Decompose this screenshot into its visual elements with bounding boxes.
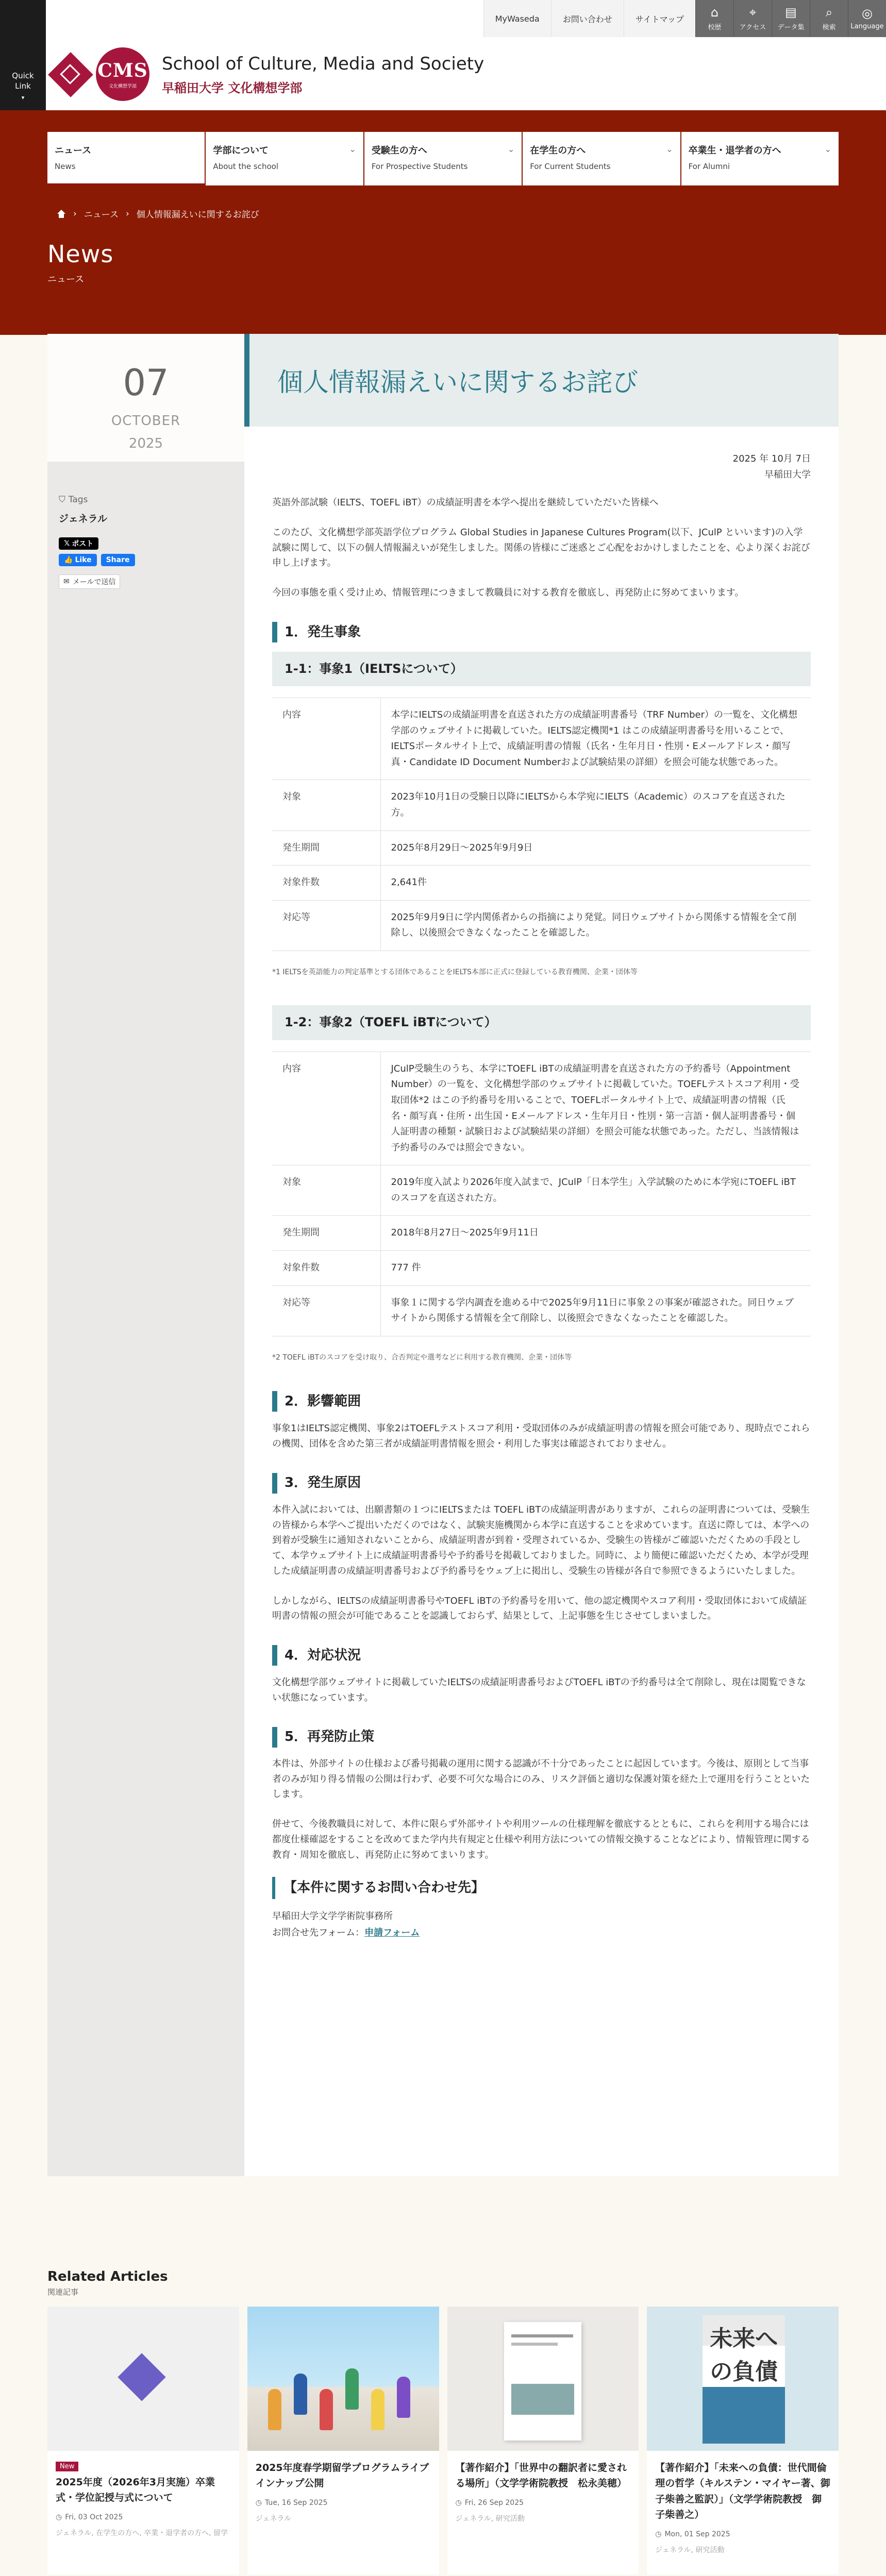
clock-icon: ◷ — [56, 2513, 62, 2521]
facebook-like-button[interactable]: 👍 Like — [59, 554, 97, 566]
data-button[interactable]: ▤ データ集 — [772, 0, 810, 37]
site-header — [0, 0, 886, 110]
campus-button[interactable]: ⌂ 校歴 — [695, 0, 733, 37]
table-row: 対象件数 2,641件 — [272, 866, 811, 901]
x-logo-icon: 𝕏 — [64, 539, 70, 548]
article-org: 早稲田大学 — [764, 469, 811, 480]
x-post-button[interactable]: 𝕏 ポスト — [59, 537, 98, 550]
access-icon: ⌖ — [749, 5, 757, 20]
new-badge: New — [56, 2462, 78, 2471]
table-row: 発生期間 2018年8月27日～2025年9月11日 — [272, 1216, 811, 1251]
footnote-2: *2 TOEFL iBTのスコアを受け取り、合否判定や選考などに利用する教育機関、企業・団体等 — [272, 1353, 572, 1362]
related-title: Related Articles — [47, 2269, 168, 2284]
nav-news[interactable]: ニュース News — [47, 132, 205, 185]
mywaseda-link[interactable]: MyWaseda — [483, 0, 551, 37]
nav-alumni[interactable]: 卒業生・退学者の方へ For Alumni ⌄ — [680, 132, 839, 185]
language-icon: ◎ — [862, 6, 873, 21]
related-card[interactable]: 未来への負債 【著作紹介】「未来への負債：世代間倫理の哲学（キルステン・マイヤー著、御子柴善之監訳）」（文学学術院教授 御子柴善之） ◷ Mon, 01 Sep 2025 ジェネラル, 研究活動 — [647, 2307, 839, 2574]
card-thumbnail — [447, 2307, 639, 2451]
home-icon[interactable] — [57, 210, 66, 218]
section-heading-2: 2．影響範囲 — [272, 1391, 811, 1413]
sitemap-link[interactable]: サイトマップ — [624, 0, 695, 37]
related-card[interactable]: 2025年度春学期留学プログラムライブインナップ公開 ◷ Tue, 16 Sep 2025 ジェネラル — [247, 2307, 439, 2574]
chevron-down-icon: ⌄ — [507, 144, 515, 154]
table-row: 対応等 事象１に関する学内調査を進める中で2025年9月11日に事象２の事案が確認された。同日ウェブサイトから関係する情報を全て削除し、以後照会できなくなったことを確認した。 — [272, 1285, 811, 1336]
chevron-down-icon: ⌄ — [824, 144, 832, 154]
tag-area: ⛉ Tags ジェネラル 𝕏 ポスト 👍 Like Share ✉ メールで送信 — [59, 495, 234, 589]
access-button[interactable]: ⌖ アクセス — [733, 0, 772, 37]
related-card[interactable]: New 2025年度（2026年3月実施）卒業式・学位記授与式について ◷ Fri, 03 Oct 2025 ジェネラル, 在学生の方へ, 卒業・退学者の方へ, 留学 — [47, 2307, 239, 2574]
search-button[interactable]: ⌕ 検索 — [810, 0, 848, 37]
clock-icon: ◷ — [655, 2530, 662, 2538]
subsection-heading-1-2: 1-2：事象2（TOEFL iBTについて） — [272, 1005, 811, 1040]
quick-link-button[interactable]: Quick Link ▾ — [0, 0, 46, 110]
mail-icon: ✉ — [63, 578, 70, 586]
table-row: 発生期間 2025年8月29日～2025年9月9日 — [272, 831, 811, 866]
article-panel — [47, 334, 839, 2176]
contact-info: 早稲田大学文学学術院事務所 お問合せ先フォーム：申請フォーム — [272, 1911, 420, 1939]
nav-current[interactable]: 在学生の方へ For Current Students ⌄ — [522, 132, 680, 185]
breadcrumb-news[interactable]: ニュース — [83, 210, 119, 220]
language-button[interactable]: ◎ Language — [848, 0, 886, 37]
table-row: 対応等 2025年9月9日に学内関係者からの指摘により発覚。同日ウェブサイトから関係する情報を全て削除し、以後照会できなくなったことを確認した。 — [272, 900, 811, 951]
breadcrumb-current: 個人情報漏えいに関するお詫び — [136, 210, 259, 220]
site-logo-link[interactable] — [47, 47, 484, 101]
contact-form-link[interactable]: 申請フォーム — [364, 1927, 420, 1939]
section-heading-3: 3．発生原因 — [272, 1472, 811, 1494]
incident-table-1 — [272, 698, 811, 951]
clock-icon: ◷ — [455, 2498, 462, 2507]
card-thumbnail — [47, 2307, 239, 2451]
article-body: 2025 年 10月 7日 早稲田大学 英語外部試験（IELTS、TOEFL iBT）の成績証明書を本学へ提出を継続していただいた皆様へ このたび、文化構想学部英語学位プログラム Global Studies in Japanese Cultures Program(以下、JCulP といいます)の入学試験に関して、以下の個人情報漏えいが発生しました。関係の皆様にご迷惑とご心配をおかけしましたことを、心より深くお詫び申し上げます。 今回の事態を重く受け止め、情報管理につきまして教職員に対する教育を徹底し、再発防止に努めてまいります。 1．発生事象 1-1：事象1（IELTSについて） 内容 本学にIELTSの成績証明書を直送された方の成績証明書番号（TRF Number）の一覧を、文化構想学部のウェブサイトに掲載していた。IELTS認定機関*1 はこの成績証明書番号を用いることで、IELTSポータルサイト上で、成績証明書の情報（氏名・生年月日・性別・Eメールアドレス・顔写真・Candidate ID Document Numberおよび試験結果の詳細）を照会可能な状態であった。 対象 2023年10月1日の受験日以降にIELTSから本学宛にIELTS（Academic）のスコアを直送された方。 発生期間 2025年8月29日～2025年9月9日 対象件数 2,641件 対応等 2025年9月9日に学内関係者からの指摘により発覚。同日ウェブサイトから関係する情報を全て削除し、以後照会できなくなったことを確認した。 *1 IELTSを英語能力の判定基準とする団体であることをIELTS本部に正式に登録している教育機関、企業・団体等 1-2：事象2（TOEFL iBTについて） 内容 JCulP受験生のうち、本学にTOEFL iBTの成績証明書を直送された方の予約番号（Appointment Number）の一覧を、文化構想学部のウェブサイトに掲載していた。TOEFLテストスコア利用・受取団体*2 はこの予約番号を用いることで、TOEFLポータルサイト上で、成績証明書の情報（氏名・顔写真・住所・出生国・Eメールアドレス・生年月日・性別・第一言語・個人証明書番号・個人証明書の種類・試験日および試験結果の詳細）を照会可能な状態であった。ただし、当該情報は予約番号のみでは照会できない。 対象 2019年度入試より2026年度入試まで、JCulP「日本学生」入学試験のために本学宛にTOEFL iBTのスコアを直送された方。 発生期間 2018年8月27日～2025年9月11日 対象件数 777 件 対応等 事象１に関する学内調査を進める中で2025年9月11日に事象２の事案が確認された。同日ウェブサイトから関係する情報を全て削除し、以後照会できなくなったことを確認した。 *2 TOEFL iBTのスコアを受け取り、合否判定や選考などに利用する教育機関、企業・団体等 2．影響範囲 事象1はIELTS認定機関、事象2はTOEFLテストスコア利用・受取団体のみが成績証明書の情報を照会可能であり、現時点でこれらの機関、団体を含めた第三者が成績証明書情報を照会・利用した事実は確認されておりません。 3．発生原因 本件入試においては、出願書類の１つにIELTSまたは TOEFL iBTの成績証明書がありますが、これらの証明書については、受験生の皆様から本学へご提出いただくのではなく、試験実施機関から本学に直送することを求めています。直送に際しては、本学への到着が受験生に通知されないことから、成績証明書が到着・受理されているか、受験生の皆様がご確認いただくための手段として、本学ウェブサイト上に成績証明書番号や予約番号を掲載しておりました。同時に、より簡便に確認いただくため、本学が受理した成績証明書の成績証明書番号および予約番号をウェブ上に掲出し、受験生の皆様が各自で参照できるようにいたしました。 しかしながら、IELTSの成績証明書番号やTOEFL iBTの予約番号を用いて、他の認定機関やスコア利用・受取団体において成績証明書の情報の照会が可能であることを認識しておらず、結果として、上記事態を生じさせてしまいました。 4．対応状況 文化構想学部ウェブサイトに掲載していたIELTSの成績証明書番号およびTOEFL iBTの予約番号は全て削除し、現在は閲覧できない状態になっています。 5．再発防止策 本件は、外部サイトの仕様および番号掲載の運用に関する認識が不十分であったことに起因しています。今後は、原則として当事者のみが知り得る情報の公開は行わず、必要不可欠な場合にのみ、リスク評価と適切な保護対策を経た上で運用を行うことといたします。 併せて、今後教職員に対して、本件に限らず外部サイトや利用ツールの仕様理解を徹底するとともに、これらを利用する場合には都度仕様確認をすることを改めてまた学内共有規定と仕様や利用方法についての情報交換することなどにより、情報管理に関する教育・周知を徹底し、再発防止に努めてまいります。 【本件に関するお問い合わせ先】 早稲田大学文学学術院事務所 お問合せ先フォーム：申請フォーム — [272, 451, 811, 1942]
global-nav — [47, 132, 839, 185]
waseda-emblem-icon — [47, 52, 93, 97]
caret-down-icon: ▾ — [21, 94, 25, 101]
clock-icon: ◷ — [255, 2498, 262, 2507]
footnote-1: *1 IELTSを英語能力の判定基準とする団体であることをIELTS本部に正式に登録している教育機関、企業・団体等 — [272, 968, 638, 977]
facebook-share-button[interactable]: Share — [101, 554, 135, 566]
search-icon: ⌕ — [825, 5, 833, 20]
related-subtitle: 関連記事 — [47, 2287, 79, 2297]
incident-table-2 — [272, 1052, 811, 1336]
mail-share-button[interactable]: ✉ メールで送信 — [59, 574, 120, 589]
cms-logo-icon: CMS 文化構想学部 — [96, 47, 149, 101]
section-heading: News ニュース — [47, 240, 114, 285]
top-utility-bar — [483, 0, 886, 37]
table-row: 対象件数 777 件 — [272, 1251, 811, 1286]
section-heading-5: 5．再発防止策 — [272, 1726, 811, 1748]
share-buttons — [59, 537, 234, 550]
tag-icon: ⛉ — [59, 495, 65, 505]
related-articles — [47, 2269, 839, 2574]
site-subtitle: 早稲田大学 文化構想学部 — [162, 80, 303, 95]
thumbs-up-icon: 👍 — [64, 556, 73, 564]
article-title-box — [244, 334, 839, 427]
section-heading-4: 4．対応状況 — [272, 1645, 811, 1667]
article-sidebar — [47, 334, 244, 2176]
table-row: 対象 2023年10月1日の受験日以降にIELTSから本学宛にIELTS（Academic）のスコアを直送された方。 — [272, 780, 811, 831]
table-row: 内容 本学にIELTSの成績証明書を直送された方の成績証明書番号（TRF Number）の一覧を、文化構想学部のウェブサイトに掲載していた。IELTS認定機関*1 はこの成績証明書番号を用いることで、IELTSポータルサイト上で、成績証明書の情報（氏名・生年月日・性別・Eメールアドレス・顔写真・Candidate ID Document Numberおよび試験結果の詳細）を照会可能な状態であった。 — [272, 698, 811, 780]
breadcrumb: › ニュース › 個人情報漏えいに関するお詫び — [57, 207, 259, 220]
chevron-down-icon: ⌄ — [666, 144, 673, 154]
site-title: School of Culture, Media and Society — [162, 54, 484, 75]
nav-prospective[interactable]: 受験生の方へ For Prospective Students ⌄ — [363, 132, 522, 185]
article-title: 個人情報漏えいに関するお詫び — [277, 367, 638, 397]
table-row: 対象 2019年度入試より2026年度入試まで、JCulP「日本学生」入学試験のために本学宛にTOEFL iBTのスコアを直送された方。 — [272, 1165, 811, 1216]
article-date: 2025 年 10月 7日 — [732, 453, 811, 464]
card-thumbnail: 未来への負債 — [647, 2307, 839, 2451]
table-row: 内容 JCulP受験生のうち、本学にTOEFL iBTの成績証明書を直送された方の予約番号（Appointment Number）の一覧を、文化構想学部のウェブサイトに掲載していた。TOEFLテストスコア利用・受取団体*2 はこの予約番号を用いることで、TOEFLポータルサイト上で、成績証明書の情報（氏名・顔写真・住所・出生国・Eメールアドレス・生年月日・性別・第一言語・個人証明書番号・個人証明書の種類・試験日および試験結果の詳細）を照会可能な状態であった。ただし、当該情報は予約番号のみでは照会できない。 — [272, 1052, 811, 1165]
date-box: 07 OCTOBER 2025 — [47, 334, 244, 462]
subsection-heading-1-1: 1-1：事象1（IELTSについて） — [272, 652, 811, 687]
campus-icon: ⌂ — [710, 5, 719, 20]
contact-link[interactable]: お問い合わせ — [551, 0, 624, 37]
chevron-down-icon: ⌄ — [349, 144, 356, 154]
contact-heading: 【本件に関するお問い合わせ先】 — [272, 1877, 811, 1899]
section-heading-1: 1．発生事象 — [272, 621, 811, 643]
data-icon: ▤ — [785, 5, 797, 20]
tag-general-link[interactable]: ジェネラル — [59, 513, 108, 524]
related-card[interactable]: 【著作紹介】「世界中の翻訳者に愛される場所」（文学学術院教授 松永美穂） ◷ Fri, 26 Sep 2025 ジェネラル, 研究活動 — [447, 2307, 639, 2574]
nav-about[interactable]: 学部について About the school ⌄ — [205, 132, 363, 185]
card-thumbnail — [247, 2307, 439, 2451]
